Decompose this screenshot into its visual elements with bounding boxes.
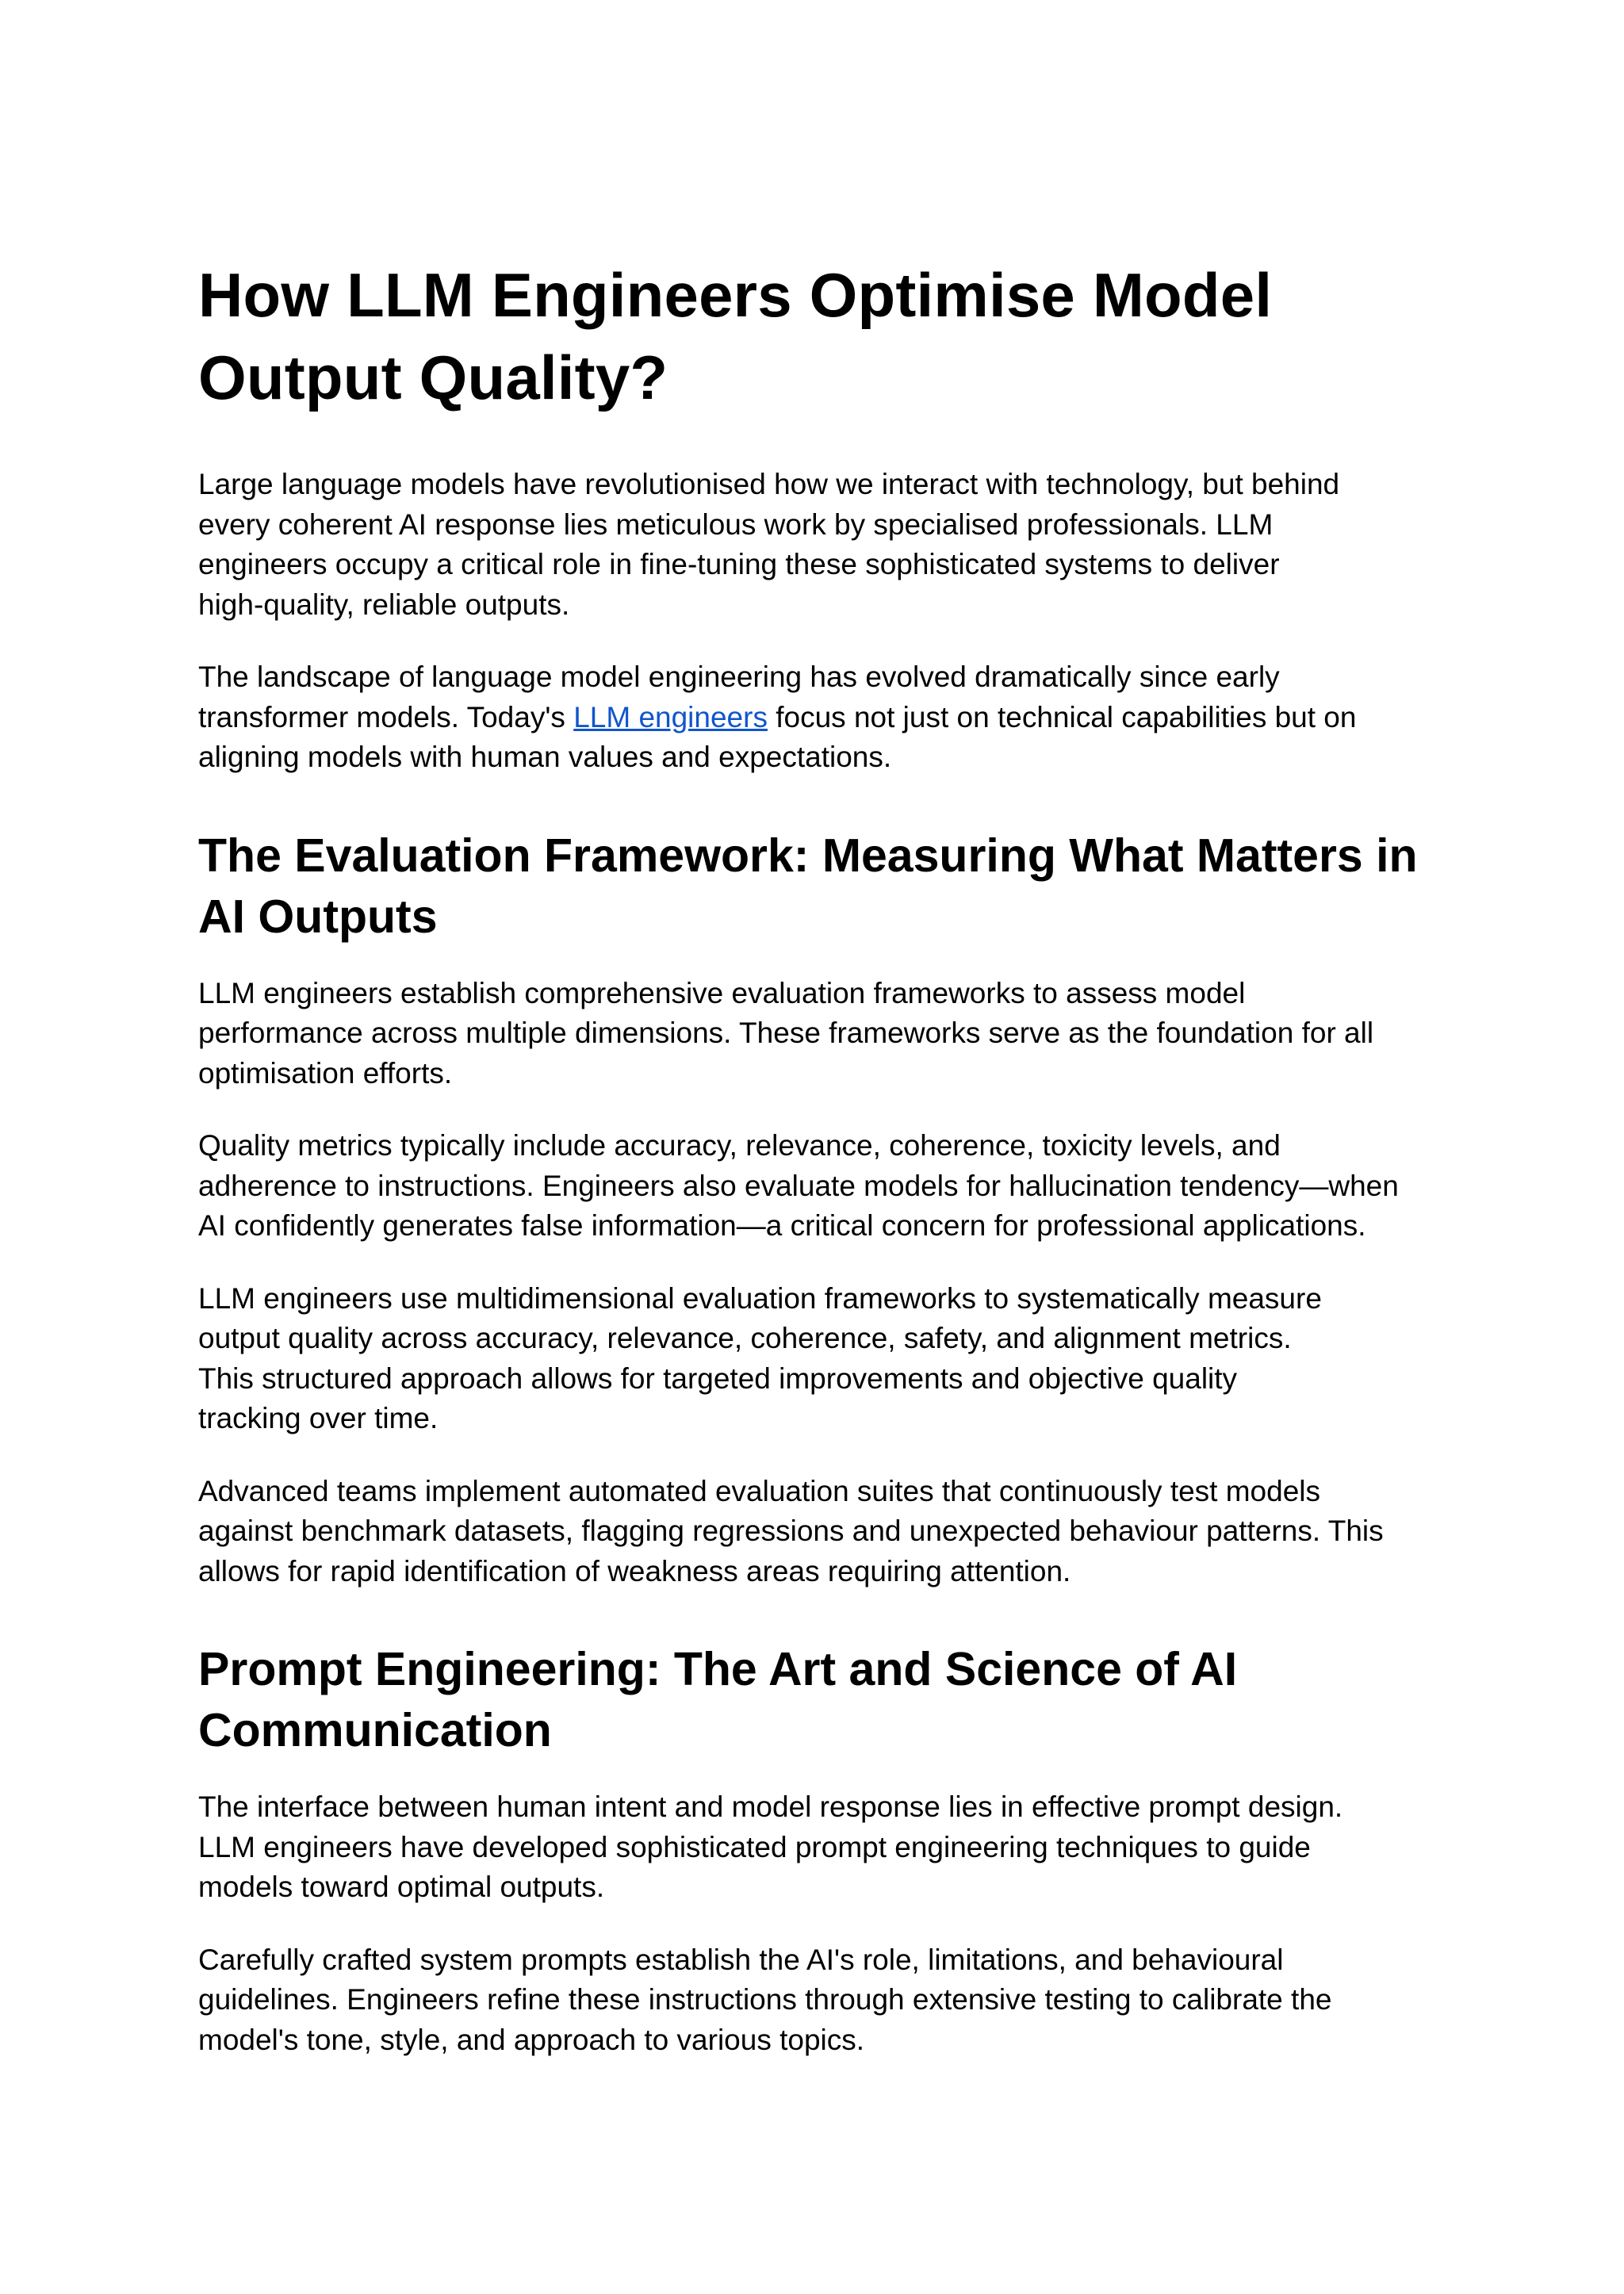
prompt-paragraph-1: The interface between human intent and model response lies in effective prompt design. LLM engineers have developed sophisticated prompt engineering techniques to guide models toward optimal outputs.: [198, 1790, 1343, 1903]
prompt-paragraph-2: Carefully crafted system prompts establish the AI's role, limitations, and behavioural guidelines. Engineers refine these instructions through extensive testing to calibrate the model's tone, style, and approach to various topics.: [198, 1943, 1332, 2056]
llm-engineers-link[interactable]: LLM engineers: [573, 700, 768, 733]
section-heading-prompt-engineering: Prompt Engineering: The Art and Science of AI Communication: [198, 1643, 1238, 1756]
title-line: Output Quality?: [198, 343, 668, 412]
document-page: [198, 254, 1443, 2093]
title-line: How LLM Engineers Optimise Model: [198, 260, 1273, 330]
evaluation-paragraph-1: LLM engineers establish comprehensive evaluation frameworks to assess model performance across multiple dimensions. These frameworks serve as the foundation for all optimisation efforts.: [198, 976, 1374, 1090]
page-title: [198, 254, 1388, 419]
evaluation-paragraph-3: LLM engineers use multidimensional evaluation frameworks to systematically measure output quality across accuracy, relevance, coherence, safety, and alignment metrics. This structured approach allows for targeted improvements and objective quality tracking over time.: [198, 1281, 1322, 1434]
intro-paragraph-2: The landscape of language model engineering has evolved dramatically since early transformer models. Today's LLM engineers focus not just on technical capabilities but on aligning models with human values and expectations.: [198, 661, 1357, 773]
section-heading-evaluation-framework: The Evaluation Framework: Measuring What Matters in AI Outputs: [198, 829, 1418, 943]
intro-paragraph-1: Large language models have revolutionised how we interact with technology, but behind every coherent AI response lies meticulous work by specialised professionals. LLM engineers occupy a critical role in fine-tuning these sophisticated systems to deliver high-quality, reliable outputs.: [198, 468, 1340, 621]
evaluation-paragraph-4: Advanced teams implement automated evaluation suites that continuously test models against benchmark datasets, flagging regressions and unexpected behaviour patterns. This allows for rapid identification of weakness areas requiring attention.: [198, 1474, 1384, 1587]
evaluation-paragraph-2: Quality metrics typically include accuracy, relevance, coherence, toxicity levels, and adherence to instructions. Engineers also evaluate models for hallucination tendency—when AI confidently generates false information—a critical concern for professional applications.: [198, 1129, 1399, 1242]
